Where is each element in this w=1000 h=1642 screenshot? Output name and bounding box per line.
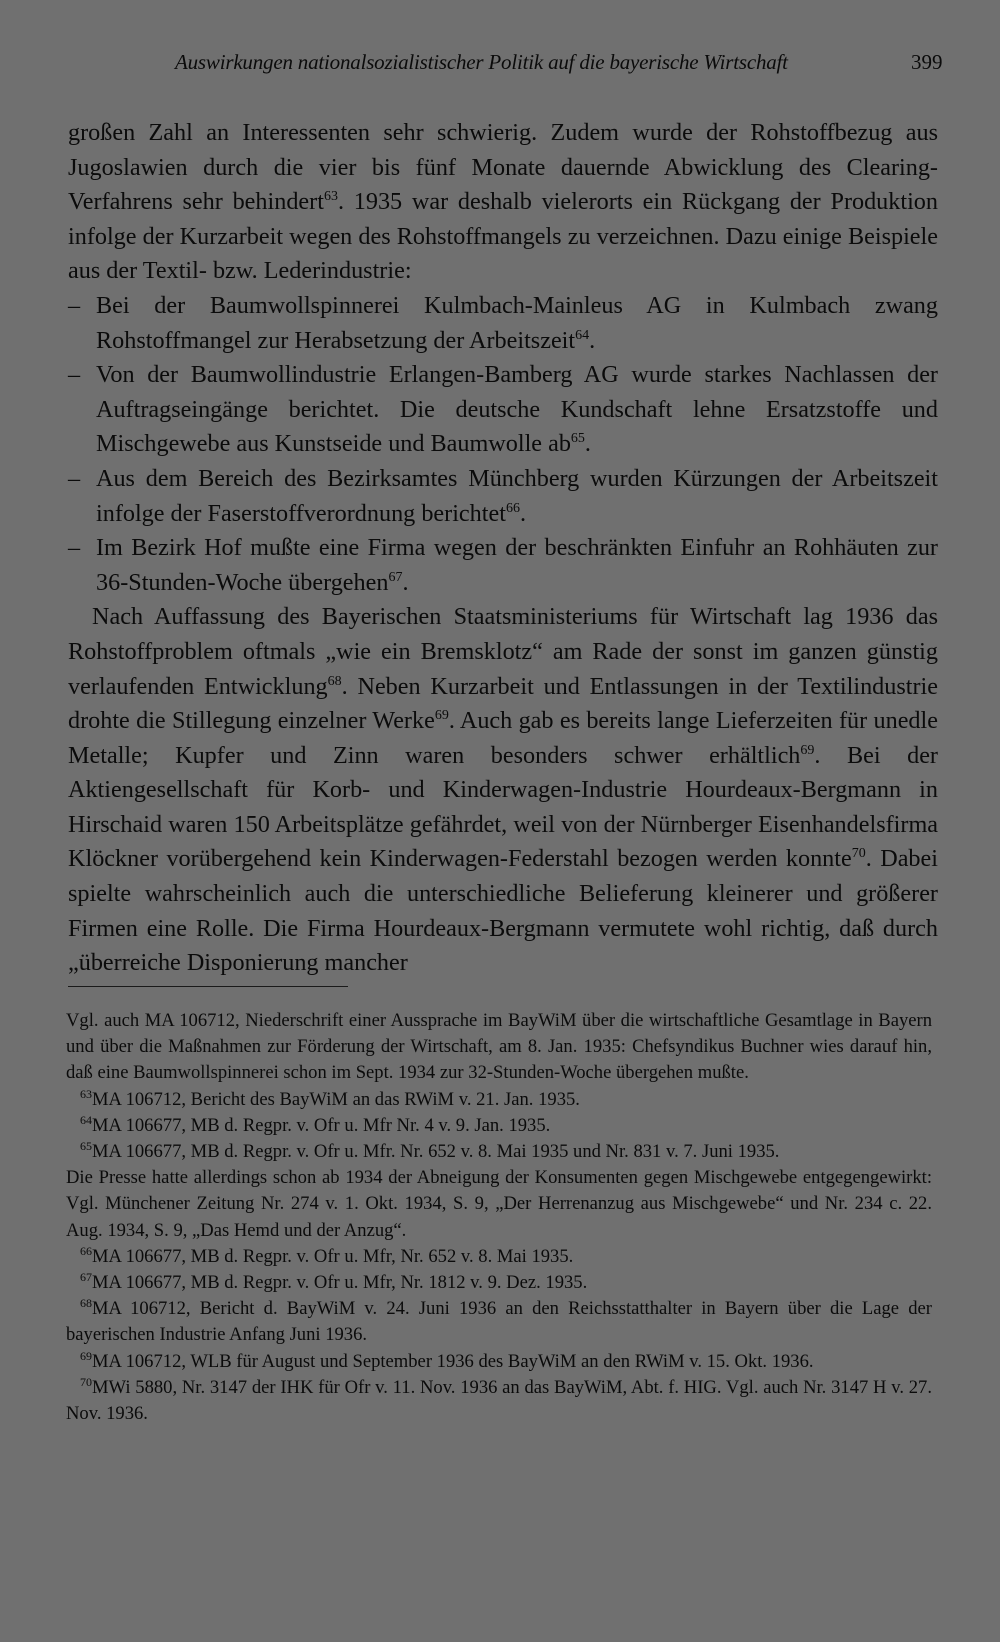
dash-bullet: – [68,534,81,562]
footnote [66,1139,932,1165]
footnote-text: MA 106677, MB d. Regpr. v. Ofr u. Mfr Nr. 4 v. 9. Jan. 1935. [92,1114,551,1136]
footnote-continuation: Die Presse hatte allerdings schon ab 1934 der Abneigung der Konsumenten gegen Mischgewebe entgegengewirkt: Vgl. Münchener Zeitung Nr. 274 v. 1. Okt. 1934, S. 9, „Der Herrenanzug aus Mischgewebe“ und Nr. 234 c. 22. Aug. 1934, S. 9, „Das Hemd und der Anzug“. [66,1167,932,1241]
footnote-ref: 69 [800,742,815,758]
paragraph-1 [68,116,938,289]
paragraph-text: . Auch gab es bereits lange Lieferzeiten für unedle Metalle; Kupfer und Zinn waren besonders schwer erhältlich [68,707,938,769]
main-text [68,116,938,981]
running-head-title: Auswirkungen nationalsozialistischer Politik auf die bayerische Wirtschaft [175,50,788,74]
footnote [66,1087,932,1113]
footnote-ref: 70 [851,846,866,862]
footnote-ref: 68 [327,673,342,689]
list-item [68,531,938,600]
footnote-ref: 63 [323,189,338,205]
footnote [66,1375,932,1427]
list-item-end: . [589,326,596,354]
list-item-text: Im Bezirk Hof mußte eine Firma wegen der beschränkten Einfuhr an Rohhäuten zur 36-Stunden-Woche übergehen [96,534,938,596]
footnote-ref: 67 [388,569,403,585]
paragraph-text: großen Zahl an Interessenten sehr schwierig. Zudem wurde der Rohstoffbezug aus Jugoslawien durch die vier bis fünf Monate dauernde Abwicklung des Clearing-Verfahrens sehr behindert [68,119,938,216]
footnote-divider [68,986,348,987]
footnote-text: MA 106677, MB d. Regpr. v. Ofr u. Mfr, Nr. 652 v. 8. Mai 1935. [92,1245,574,1267]
footnote-number: 70 [80,1374,92,1389]
dash-bullet: – [68,291,81,319]
list-item-end: . [584,430,591,458]
list-item [68,462,938,531]
footnote-text: MA 106712, Bericht des BayWiM an das RWiM v. 21. Jan. 1935. [92,1088,580,1110]
footnote-ref: 64 [575,327,590,343]
list-item-text: Bei der Baumwollspinnerei Kulmbach-Mainleus AG in Kulmbach zwang Rohstoffmangel zur Herabsetzung der Arbeitszeit [96,291,938,354]
footnote [66,1296,932,1348]
footnote [66,1113,932,1139]
footnote-continuation: Vgl. auch MA 106712, Niederschrift einer Aussprache im BayWiM über die wirtschaftliche Gesamtlage in Bayern und über die Maßnahmen zur Förderung der Wirtschaft, am 8. Jan. 1935: Chefsyndikus Buchner wies darauf hin, daß eine Baumwollspinnerei schon im Sept. 1934 zur 32-Stunden-Woche übergehen mußte. [66,1010,932,1084]
list-item-end: . [519,499,526,527]
footnote-text: MA 106712, Bericht d. BayWiM v. 24. Juni 1936 an den Reichsstatthalter in Bayern über die Lage der bayerischen Industrie Anfang Juni 1936. [66,1298,932,1346]
footnote [66,1349,932,1375]
footnote-text: MWi 5880, Nr. 3147 der IHK für Ofr v. 11. Nov. 1936 an das BayWiM, Abt. f. HIG. Vgl. auch Nr. 3147 H v. 27. Nov. 1936. [66,1376,932,1425]
page-number: 399 [911,50,943,74]
footnote-text: MA 106712, WLB für August und September 1936 des BayWiM an den RWiM v. 15. Okt. 1936. [92,1350,814,1372]
footnote-ref: 69 [434,708,449,724]
footnote-number: 66 [80,1243,92,1258]
footnote-ref: 65 [570,431,585,447]
paragraph-text: Nach Auffassung des Bayerischen Staatsministeriums für Wirtschaft lag 1936 das Rohstoffproblem oftmals „wie ein Bremsklotz“ am Rade der sonst im ganzen günstig verlaufenden Entwicklung [68,603,938,700]
list-item [68,289,938,358]
footnote-number: 65 [80,1139,92,1154]
paragraph-text: . 1935 war deshalb vielerorts ein Rückgang der Produktion infolge der Kurzarbeit wegen des Rohstoffmangels zu verzeichnen. Dazu einige Beispiele aus der Textil- bzw. Lederindustrie: [68,188,938,285]
dash-bullet: – [68,361,81,389]
footnote-text: MA 106677, MB d. Regpr. v. Ofr u. Mfr. Nr. 652 v. 8. Mai 1935 und Nr. 831 v. 7. Juni 1935. [92,1141,780,1163]
list-item-text: Aus dem Bereich des Bezirksamtes Münchberg wurden Kürzungen der Arbeitszeit infolge der Faserstoffverordnung berichtet [96,464,938,527]
dash-bullet: – [68,464,81,492]
footnote-ref: 66 [505,500,520,516]
footnote-number: 67 [80,1270,92,1285]
paragraph-text: . Neben Kurzarbeit und Entlassungen in der Textilindustrie drohte die Stillegung einzelner Werke [68,672,938,735]
footnote-number: 63 [80,1086,92,1101]
list-item-text: Von der Baumwollindustrie Erlangen-Bamberg AG wurde starkes Nachlassen der Auftragseingänge berichtet. Die deutsche Kundschaft lehne Ersatzstoffe und Mischgewebe aus Kunstseide und Baumwolle ab [96,361,938,458]
footnotes [66,1008,932,1427]
footnote [66,1244,932,1270]
footnote-number: 68 [80,1296,92,1311]
paragraph-2 [68,600,938,981]
footnote-number: 64 [80,1112,92,1127]
footnote [66,1270,932,1296]
list-item-end: . [402,568,409,596]
footnote-text: MA 106677, MB d. Regpr. v. Ofr u. Mfr, Nr. 1812 v. 9. Dez. 1935. [92,1272,588,1294]
running-head [0,50,1000,80]
paragraph-text: . Dabei spielte wahrscheinlich auch die unterschiedliche Belieferung kleinerer und größerer Firmen eine Rolle. Die Firma Hourdeaux-Bergmann vermutete wohl richtig, daß durch „überreiche Disponierung mancher [68,845,938,977]
footnote-number: 69 [80,1348,92,1363]
list-item [68,358,938,462]
example-list [68,289,938,600]
paragraph-text: . Bei der Aktiengesellschaft für Korb- und Kinderwagen-Industrie Hourdeaux-Bergmann in Hirschaid waren 150 Arbeitsplätze gefährdet, weil von der Nürnberger Eisenhandelsfirma Klöckner vorübergehend kein Kinderwagen-Federstahl bezogen werden konnte [68,741,938,873]
